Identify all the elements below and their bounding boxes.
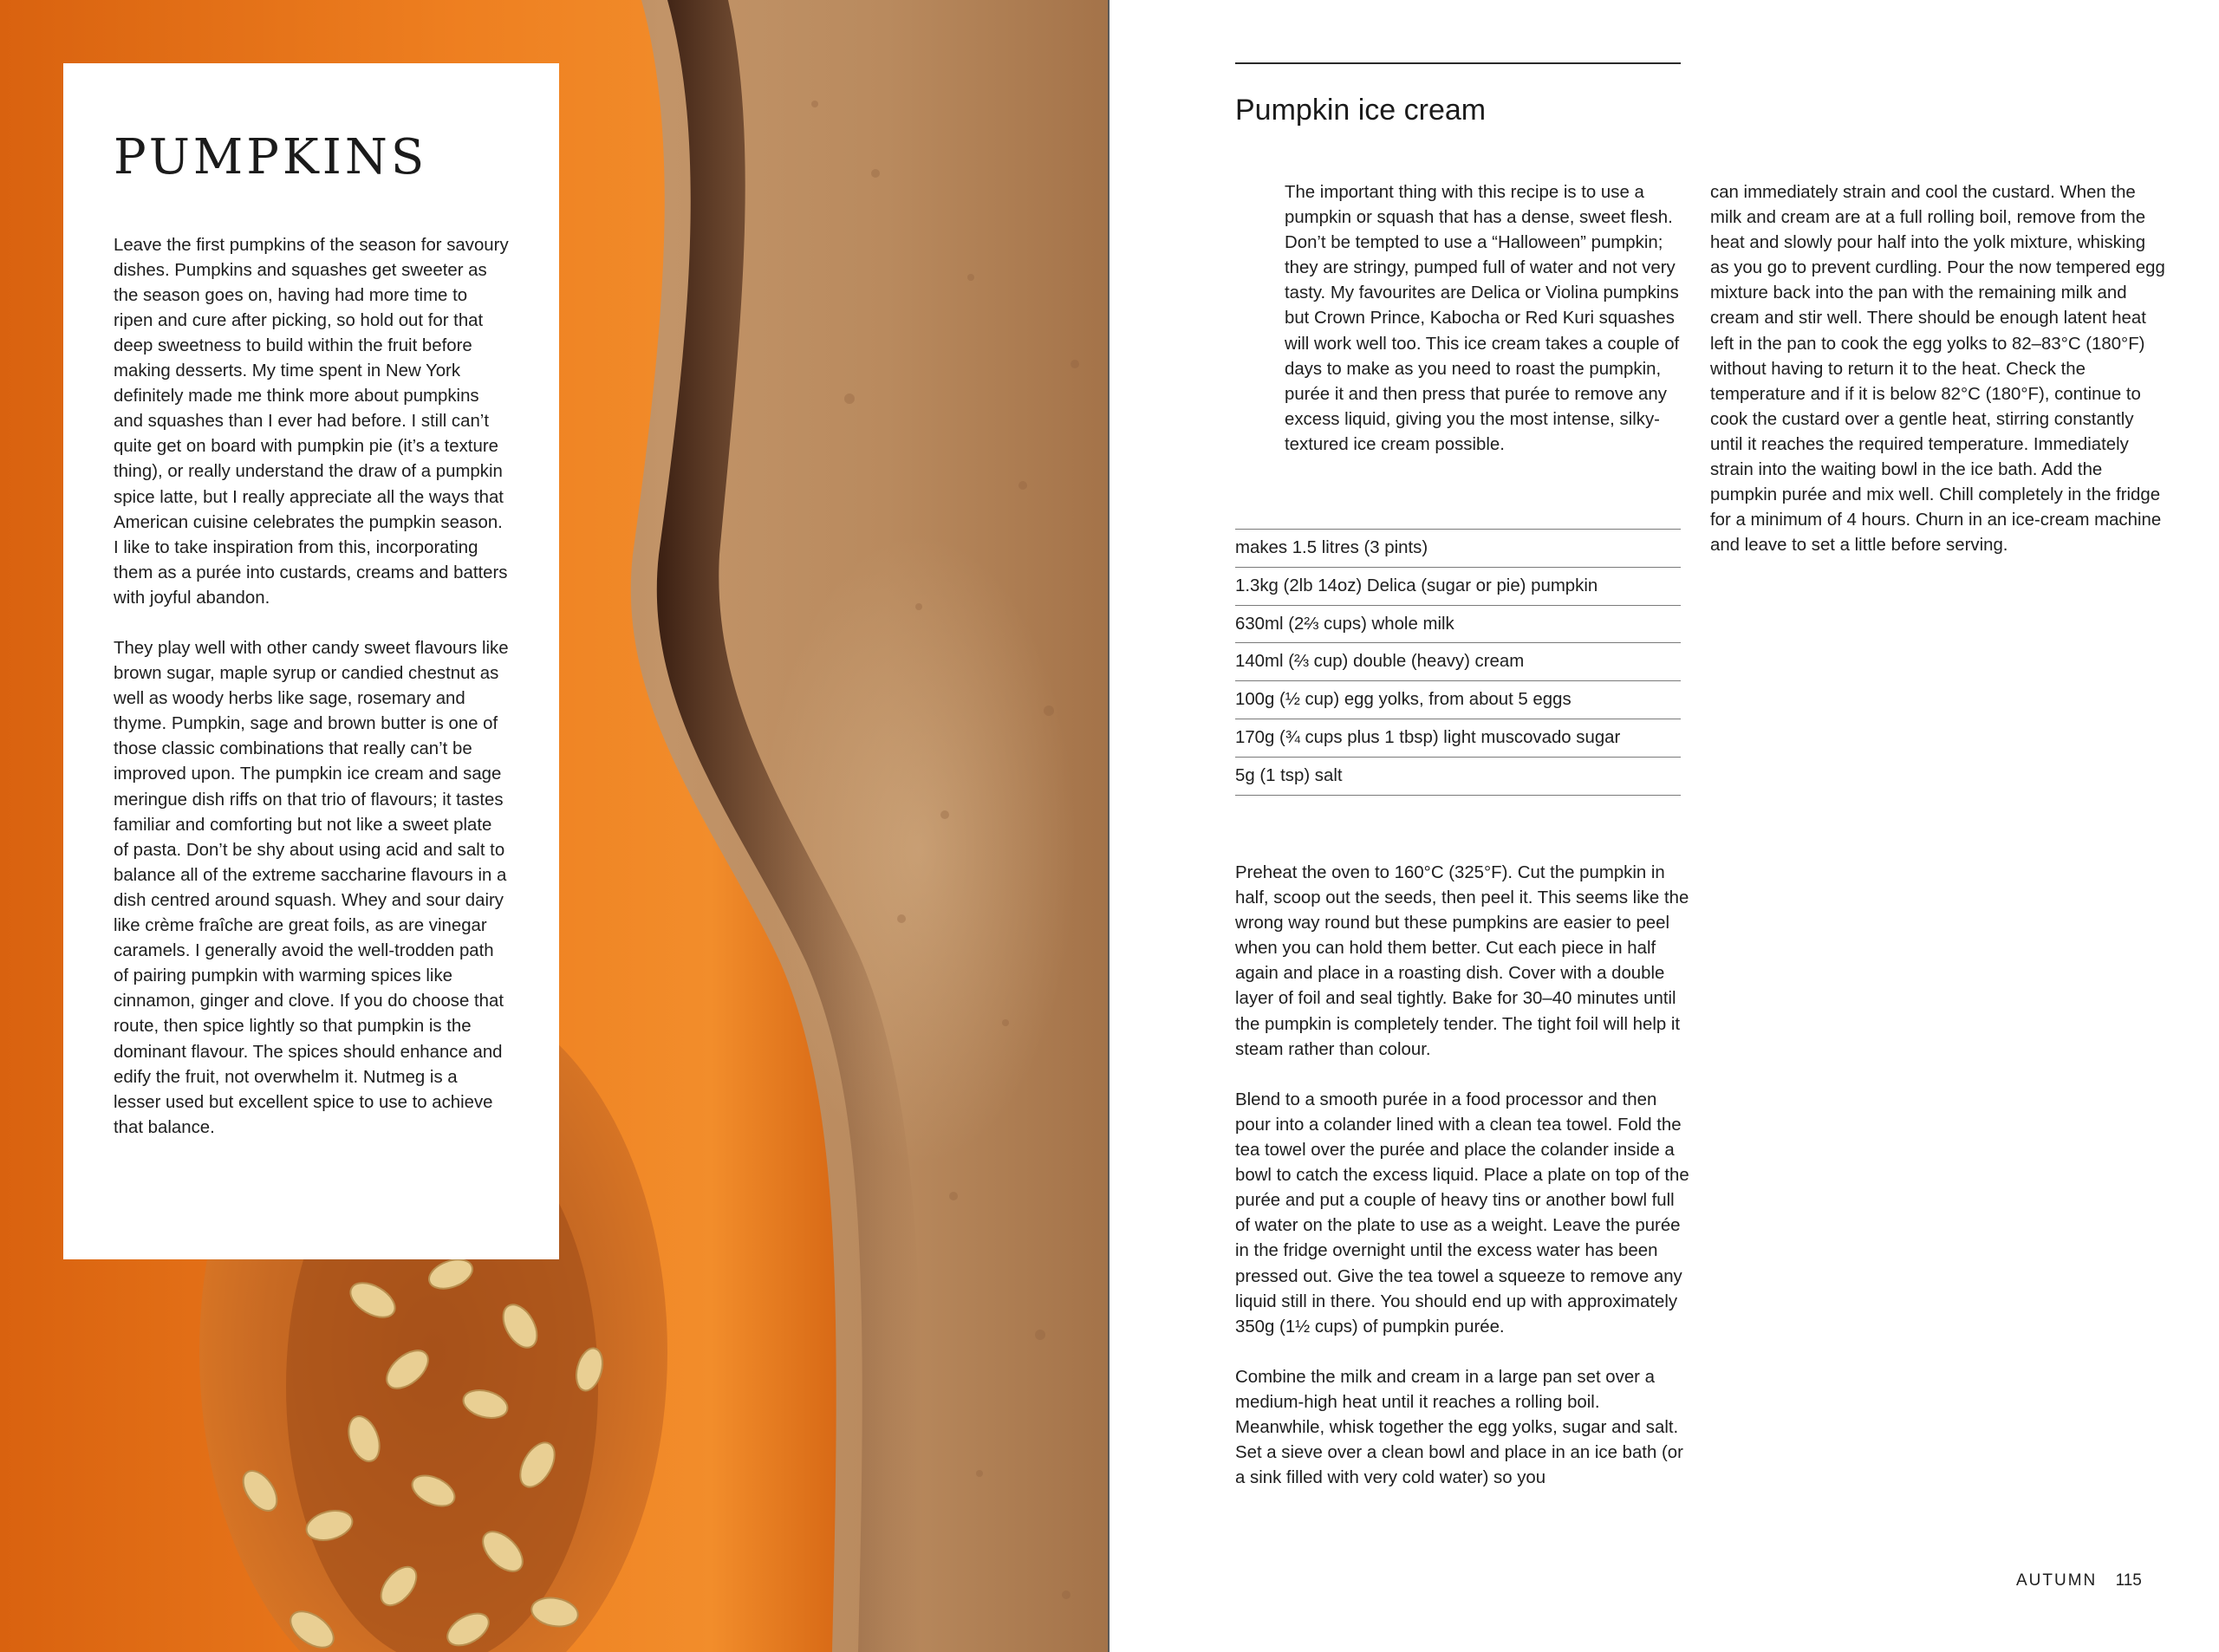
- method-column-2: can immediately strain and cool the custard. When the milk and cream are at a full rolling boil, remove from the heat and slowly pour half into the yolk mixture, whisking as you go to prevent curdling. Pour the now tempered egg mixture back into the pan with the remaining milk and cream and stir well. There should be enough latent heat left in the pan to cook the egg yolks to 82–83°C (180°F) without having to return it to the heat. Check the temperature and if it is below 82°C (180°F), continue to cook the custard over a gentle heat, stirring constantly until it reaches the required temperature. Immediately strain into the waiting bowl in the ice bath. Add the pumpkin purée and mix well. Chill completely in the fridge for a minimum of 4 hours. Churn in an ice-cream machine and leave to set a little before serving.: [1710, 183, 2165, 556]
- ingredient-row: makes 1.5 litres (3 pints): [1235, 530, 1681, 568]
- title-rule: [1235, 62, 1681, 64]
- ingredient-row: 100g (½ cup) egg yolks, from about 5 eggs: [1235, 681, 1681, 719]
- chapter-title: PUMPKINS: [114, 129, 428, 185]
- intro-text-box: [63, 63, 559, 1259]
- page-number: 115: [2115, 1571, 2142, 1590]
- ingredient-row: 1.3kg (2lb 14oz) Delica (sugar or pie) pumpkin: [1235, 568, 1681, 606]
- skin-texture: [811, 101, 1079, 1599]
- method-step-2: Blend to a smooth purée in a food processor and then pour into a colander lined with a clean tea towel. Fold the tea towel over the purée and place the colander inside a bowl to catch the excess liquid. Place a plate on top of the purée and put a couple of heavy tins or another bowl full of water on the plate to use as a weight. Leave the purée in the fridge overnight until the excess water has been pressed out. Give the tea towel a squeeze to remove any liquid still in there. You should end up with approximately 350g (1½ cups) of pumpkin purée.: [1235, 1089, 1689, 1337]
- ingredient-row: 5g (1 tsp) salt: [1235, 758, 1681, 796]
- ingredient-row: 630ml (2⅔ cups) whole milk: [1235, 606, 1681, 644]
- section-name: AUTUMN: [2016, 1571, 2098, 1590]
- ingredient-row: 140ml (⅔ cup) double (heavy) cream: [1235, 643, 1681, 681]
- page-folio: [2016, 1571, 2142, 1590]
- recipe-page: [1108, 0, 2219, 1652]
- intro-paragraph-1: Leave the first pumpkins of the season for savoury dishes. Pumpkins and squashes get sweeter as the season goes on, having had more time to ripen and cure after picking, so hold out for that deep sweetness to build within the fruit before making desserts. My time spent in New York definitely made me think more about pumpkins and squashes than I ever had before. I still can’t quite get on board with pumpkin pie (it’s a texture thing), or really understand the draw of a pumpkin spice latte, but I really appreciate all the ways that American cuisine celebrates the pumpkin season. I like to take inspiration from this, incorporating them as a purée into custards, creams and batters with joyful abandon.: [114, 235, 509, 608]
- method-column-1: [1235, 861, 1689, 1516]
- ingredient-row: 170g (¾ cups plus 1 tbsp) light muscovado sugar: [1235, 719, 1681, 758]
- pumpkin-photo: [0, 0, 1108, 1652]
- recipe-title: Pumpkin ice cream: [1235, 94, 1487, 127]
- ingredients-list: [1235, 529, 1681, 796]
- recipe-intro: The important thing with this recipe is to use a pumpkin or squash that has a dense, sweet flesh. Don’t be tempted to use a “Halloween” pumpkin; they are stringy, pumped full of water and not very tasty. My favourites are Delica or Violina pumpkins but Crown Prince, Kabocha or Red Kuri squashes will work well too. This ice cream takes a couple of days to make as you need to roast the pumpkin, purée it and then press that purée to remove any excess liquid, giving you the most intense, silky-textured ice cream possible.: [1285, 183, 1680, 454]
- method-step-3: Combine the milk and cream in a large pan set over a medium-high heat until it reaches a rolling boil. Meanwhile, whisk together the egg yolks, sugar and salt. Set a sieve over a clean bowl and place in an ice bath (or a sink filled with very cold water) so you: [1235, 1367, 1683, 1488]
- intro-paragraph-2: They play well with other candy sweet flavours like brown sugar, maple syrup or candied chestnut as well as woody herbs like sage, rosemary and thyme. Pumpkin, sage and brown butter is one of those classic combinations that really can’t be improved upon. The pumpkin ice cream and sage meringue dish riffs on that trio of flavours; it tastes familiar and comforting but not like a sweet plate of pasta. Don’t be shy about using acid and salt to balance all of the extreme saccharine flavours in a dish centred around squash. Whey and sour dairy like crème fraîche are great foils, as are vinegar caramels. I generally avoid the well-trodden path of pairing pumpkin with warming spices like cinnamon, ginger and clove. If you do choose that route, then spice lightly so that pumpkin is the dominant flavour. The spices should enhance and edify the fruit, not overwhelm it. Nutmeg is a lesser used but excellent spice to use to achieve that balance.: [114, 639, 509, 1137]
- method-step-1: Preheat the oven to 160°C (325°F). Cut the pumpkin in half, scoop out the seeds, then peel it. This seems like the wrong way round but these pumpkins are easier to peel when you can hold them better. Cut each piece in half again and place in a roasting dish. Cover with a double layer of foil and seal tightly. Bake for 30–40 minutes until the pumpkin is completely tender. The tight foil will help it steam rather than colour.: [1235, 863, 1689, 1059]
